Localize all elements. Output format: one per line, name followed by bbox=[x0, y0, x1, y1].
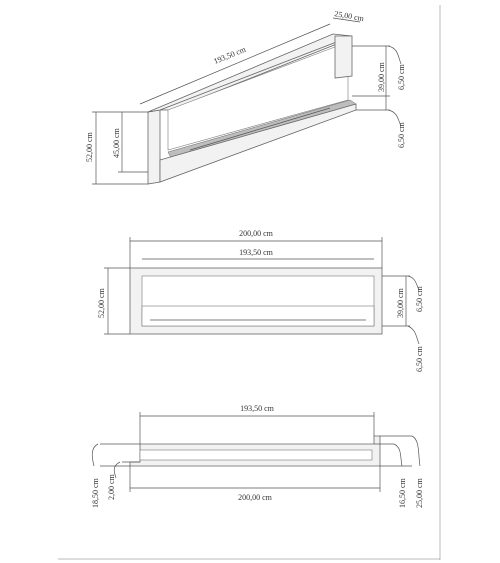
perspective-bottom-gap-label: 6,50 cm bbox=[397, 122, 406, 148]
top-view bbox=[91, 404, 424, 508]
perspective-opening-height-label: 39,00 cm bbox=[377, 62, 386, 92]
top-inner-width-label: 193,50 cm bbox=[240, 404, 274, 413]
fireplace-right-end bbox=[335, 36, 352, 78]
perspective-view bbox=[85, 9, 406, 184]
top-outer-width-label: 200,00 cm bbox=[238, 493, 272, 502]
front-bottom-gap-label: 6,50 cm bbox=[415, 346, 424, 372]
front-inner-width-label: 193,50 cm bbox=[239, 248, 273, 257]
top-view-inner bbox=[140, 450, 372, 460]
perspective-width-label: 193,50 cm bbox=[212, 44, 248, 66]
top-left-offset-label: 2,00 cm bbox=[107, 474, 116, 500]
front-opening-height-label: 39,00 cm bbox=[396, 288, 405, 318]
front-top-gap-label: 6,50 cm bbox=[415, 286, 424, 312]
top-left-depth-label: 18,50 cm bbox=[91, 478, 100, 508]
front-view bbox=[97, 229, 424, 372]
top-right-depth-label: 16,50 cm bbox=[398, 478, 407, 508]
perspective-top-gap-label: 6,50 cm bbox=[397, 64, 406, 90]
perspective-total-height-label: 52,00 cm bbox=[85, 132, 94, 162]
perspective-inner-height-label: 45,00 cm bbox=[112, 128, 121, 158]
top-total-depth-label: 25,00 cm bbox=[415, 478, 424, 508]
fireplace-front-frame bbox=[148, 110, 160, 184]
perspective-depth-label: 25,00 cm bbox=[333, 9, 365, 24]
front-burner-area bbox=[142, 306, 374, 326]
front-total-height-label: 52,00 cm bbox=[97, 288, 106, 318]
front-outer-width-label: 200,00 cm bbox=[239, 229, 273, 238]
